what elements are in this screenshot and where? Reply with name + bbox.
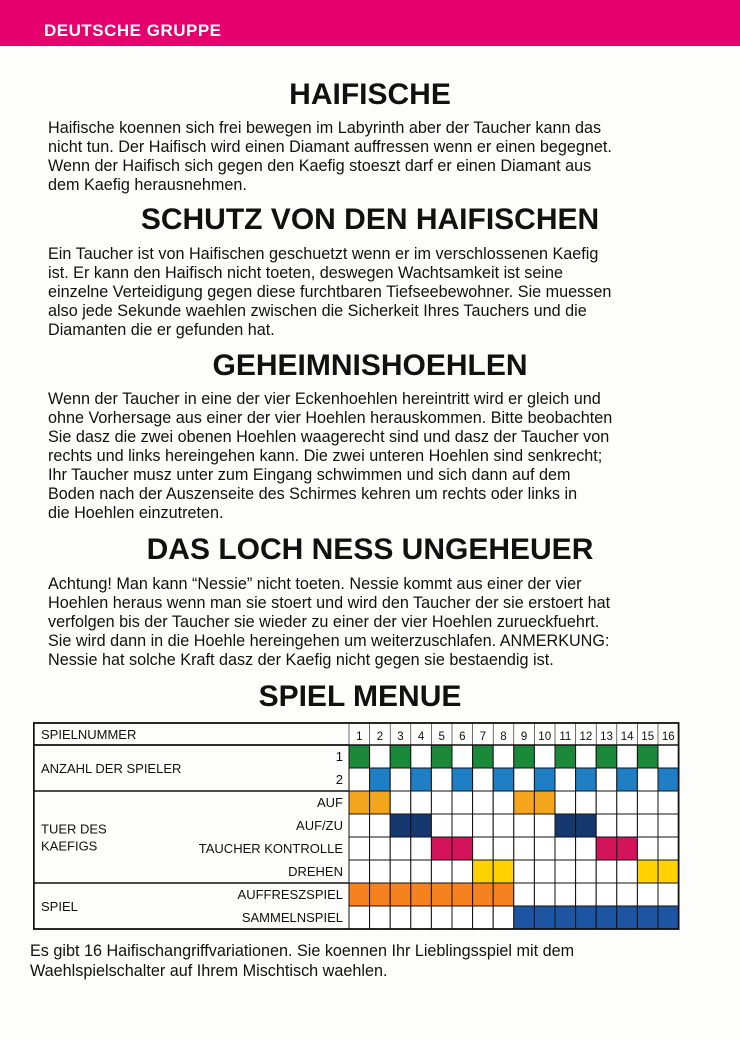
- game-number-16: 16: [661, 731, 675, 743]
- menu-cell: [617, 791, 638, 814]
- menu-cell: [596, 860, 617, 883]
- paragraph-loch-ness: Achtung! Man kann “Nessie” nicht toeten. Nessie kommt aus einer der vier Hoehlen heraus wenn man sie stoert und wird den Taucher der sie erstoert hat verfolgen bis der Taucher sie wieder zu einer der vier Hoehlen zurueckfuehrt. Sie wird dann in die Hoehle hereingehen um weiterzuschlafen. ANMERKUNG: Nessie hat solche Kraft dasz der Kaefig nicht gegen sie bestaendig ist.: [48, 575, 611, 669]
- menu-cell: [637, 814, 658, 837]
- game-number-6: 6: [459, 731, 466, 743]
- row-label: 1: [335, 749, 343, 764]
- menu-cell: [349, 791, 370, 814]
- menu-cell: [431, 791, 452, 814]
- menu-cell: [411, 768, 432, 791]
- menu-cell: [555, 791, 576, 814]
- menu-cell: [617, 860, 638, 883]
- menu-cell: [658, 791, 679, 814]
- game-number-7: 7: [479, 731, 487, 743]
- menu-cell: [658, 883, 679, 906]
- menu-cell: [514, 883, 535, 906]
- menu-cell: [431, 837, 452, 860]
- paragraph-geheimnishoehlen: Wenn der Taucher in eine der vier Eckenhoehlen hereintritt wird er gleich und ohne Vorhersage aus einer der vier Hoehlen herauskommen. Bitte beobachten Sie dasz die zwei obenen Hoehlen waagerecht sind und dasz der Taucher von rechts und links hereingehen kann. Die zwei unteren Hoehlen sind senkrecht; Ihr Taucher musz unter zum Eingang schwimmen und sich dann auf dem Boden nach der Auszenseite des Schirmes kehren um rechts oder links in die Hoehlen einzutreten.: [48, 390, 613, 522]
- menu-cell: [576, 745, 597, 768]
- menu-cell: [658, 860, 679, 883]
- menu-cell: [370, 814, 391, 837]
- menu-cell: [473, 837, 494, 860]
- menu-cell: [349, 883, 370, 906]
- menu-cell: [349, 814, 370, 837]
- game-number-13: 13: [600, 731, 613, 743]
- menu-cell: [473, 906, 494, 929]
- group-label: TUER DES: [41, 821, 107, 837]
- menu-cell: [555, 883, 576, 906]
- menu-cell: [370, 791, 391, 814]
- row-label: AUF/ZU: [296, 818, 343, 833]
- menu-cell: [534, 791, 555, 814]
- menu-cell: [390, 814, 411, 837]
- game-menu-grid: [33, 721, 683, 931]
- menu-cell: [534, 860, 555, 883]
- menu-cell: [514, 791, 535, 814]
- menu-cell: [576, 814, 597, 837]
- game-number-2: 2: [376, 731, 384, 743]
- menu-cell: [658, 837, 679, 860]
- footer-paragraph: Es gibt 16 Haifischangriffvariationen. Sie koennen Ihr Lieblingsspiel mit dem Waehlspielschalter auf Ihrem Mischtisch waehlen.: [30, 942, 575, 980]
- menu-cell: [370, 906, 391, 929]
- menu-cell: [617, 837, 638, 860]
- menu-cell: [514, 768, 535, 791]
- game-number-14: 14: [620, 731, 634, 743]
- menu-cell: [596, 837, 617, 860]
- menu-cell: [431, 768, 452, 791]
- menu-cell: [617, 768, 638, 791]
- group-label: SPIEL: [41, 899, 78, 914]
- menu-cell: [493, 791, 514, 814]
- menu-cell: [596, 906, 617, 929]
- game-number-10: 10: [538, 731, 552, 743]
- menu-cell: [555, 837, 576, 860]
- heading-haifische: HAIFISCHE: [289, 78, 451, 111]
- game-number-4: 4: [417, 731, 425, 743]
- menu-cell: [411, 814, 432, 837]
- menu-cell: [452, 745, 473, 768]
- menu-cell: [370, 860, 391, 883]
- section-label: DEUTSCHE GRUPPE: [44, 21, 222, 40]
- menu-cell: [514, 837, 535, 860]
- menu-cell: [431, 883, 452, 906]
- heading-spiel-menue: SPIEL MENUE: [258, 680, 462, 713]
- menu-cell: [370, 768, 391, 791]
- menu-cell: [576, 768, 597, 791]
- menu-cell: [390, 837, 411, 860]
- row-label: SAMMELNSPIEL: [241, 910, 343, 925]
- menu-cell: [452, 768, 473, 791]
- menu-cell: [452, 883, 473, 906]
- menu-cell: [637, 745, 658, 768]
- menu-cell: [576, 906, 597, 929]
- menu-cell: [473, 745, 494, 768]
- menu-cell: [658, 768, 679, 791]
- menu-cell: [411, 837, 432, 860]
- menu-cell: [534, 883, 555, 906]
- menu-cell: [514, 745, 535, 768]
- menu-cell: [534, 814, 555, 837]
- menu-cell: [411, 906, 432, 929]
- game-number-12: 12: [579, 731, 593, 743]
- menu-cell: [596, 883, 617, 906]
- menu-cell: [596, 745, 617, 768]
- menu-cell: [349, 906, 370, 929]
- row-label: AUFFRESZSPIEL: [237, 887, 343, 902]
- menu-cell: [555, 768, 576, 791]
- game-number-3: 3: [397, 731, 404, 743]
- menu-cell: [390, 745, 411, 768]
- heading-geheimnishoehlen: GEHEIMNISHOEHLEN: [212, 349, 528, 382]
- menu-cell: [596, 791, 617, 814]
- menu-cell: [411, 883, 432, 906]
- menu-cell: [555, 814, 576, 837]
- menu-cell: [473, 768, 494, 791]
- menu-cell: [617, 745, 638, 768]
- menu-cell: [576, 860, 597, 883]
- group-label: ANZAHL DER SPIELER: [41, 761, 182, 776]
- menu-cell: [349, 860, 370, 883]
- menu-cell: [637, 768, 658, 791]
- menu-cell: [617, 814, 638, 837]
- menu-cell: [493, 883, 514, 906]
- paragraph-schutz: Ein Taucher ist von Haifischen geschuetzt wenn er im verschlossenen Kaefig ist. Er kann den Haifisch nicht toeten, deswegen Wachtsamkeit ist seine einzelne Verteidigung gegen diese furchtbaren Tiefseebewohner. Sie muessen also jede Sekunde waehlen zwischen die Sicherkeit Ihres Tauchers und die Diamanten die er gefunden hat.: [48, 245, 612, 339]
- menu-cell: [349, 768, 370, 791]
- menu-cell: [555, 745, 576, 768]
- menu-cell: [555, 860, 576, 883]
- game-number-15: 15: [641, 731, 655, 743]
- row-label: TAUCHER KONTROLLE: [198, 841, 343, 856]
- menu-cell: [452, 860, 473, 883]
- row-label: 2: [335, 772, 343, 787]
- menu-cell: [452, 814, 473, 837]
- heading-loch-ness: DAS LOCH NESS UNGEHEUER: [146, 533, 594, 566]
- menu-cell: [493, 768, 514, 791]
- menu-cell: [658, 745, 679, 768]
- menu-cell: [473, 791, 494, 814]
- menu-cell: [390, 883, 411, 906]
- menu-cell: [493, 837, 514, 860]
- menu-cell: [637, 906, 658, 929]
- menu-cell: [658, 906, 679, 929]
- menu-cell: [596, 768, 617, 791]
- menu-cell: [452, 906, 473, 929]
- menu-cell: [576, 791, 597, 814]
- menu-cell: [411, 745, 432, 768]
- paragraph-haifische: Haifische koennen sich frei bewegen im Labyrinth aber der Taucher kann das nicht tun. Der Haifisch wird einen Diamant auffressen wenn er einen begegnet. Wenn der Haifisch sich gegen den Kaefig stoeszt darf er einen Diamant aus dem Kaefig herausnehmen.: [48, 119, 612, 194]
- menu-cell: [534, 745, 555, 768]
- menu-cell: [576, 837, 597, 860]
- menu-cell: [473, 883, 494, 906]
- menu-cell: [617, 906, 638, 929]
- menu-cell: [473, 814, 494, 837]
- menu-cell: [637, 837, 658, 860]
- menu-cell: [431, 860, 452, 883]
- menu-cell: [637, 791, 658, 814]
- menu-cell: [370, 745, 391, 768]
- menu-cell: [596, 814, 617, 837]
- menu-cell: [493, 745, 514, 768]
- row-label: AUF: [317, 795, 343, 810]
- menu-cell: [576, 883, 597, 906]
- menu-cell: [637, 860, 658, 883]
- row-label: DREHEN: [288, 864, 343, 879]
- menu-cell: [534, 906, 555, 929]
- menu-cell: [534, 837, 555, 860]
- menu-cell: [493, 906, 514, 929]
- menu-cell: [431, 906, 452, 929]
- menu-cell: [370, 883, 391, 906]
- menu-cell: [452, 837, 473, 860]
- menu-cell: [452, 791, 473, 814]
- group-label: KAEFIGS: [41, 838, 98, 854]
- menu-cell: [514, 814, 535, 837]
- heading-schutz: SCHUTZ VON DEN HAIFISCHEN: [140, 203, 600, 236]
- game-number-5: 5: [438, 731, 445, 743]
- menu-cell: [555, 906, 576, 929]
- menu-cell: [390, 768, 411, 791]
- table-header-label: SPIELNUMMER: [41, 727, 137, 742]
- game-number-11: 11: [559, 731, 572, 743]
- menu-cell: [493, 814, 514, 837]
- menu-cell: [411, 791, 432, 814]
- menu-cell: [431, 745, 452, 768]
- menu-cell: [390, 791, 411, 814]
- game-number-1: 1: [356, 731, 363, 743]
- menu-cell: [534, 768, 555, 791]
- menu-cell: [514, 906, 535, 929]
- menu-cell: [514, 860, 535, 883]
- game-number-9: 9: [520, 731, 528, 743]
- menu-cell: [370, 837, 391, 860]
- menu-cell: [493, 860, 514, 883]
- menu-cell: [390, 860, 411, 883]
- menu-cell: [658, 814, 679, 837]
- menu-cell: [349, 745, 370, 768]
- menu-cell: [390, 906, 411, 929]
- menu-cell: [411, 860, 432, 883]
- menu-cell: [637, 883, 658, 906]
- menu-cell: [617, 883, 638, 906]
- menu-cell: [431, 814, 452, 837]
- menu-cell: [349, 837, 370, 860]
- header-band: [0, 0, 740, 46]
- menu-cell: [473, 860, 494, 883]
- game-number-8: 8: [500, 731, 507, 743]
- game-menu-table: [33, 721, 683, 936]
